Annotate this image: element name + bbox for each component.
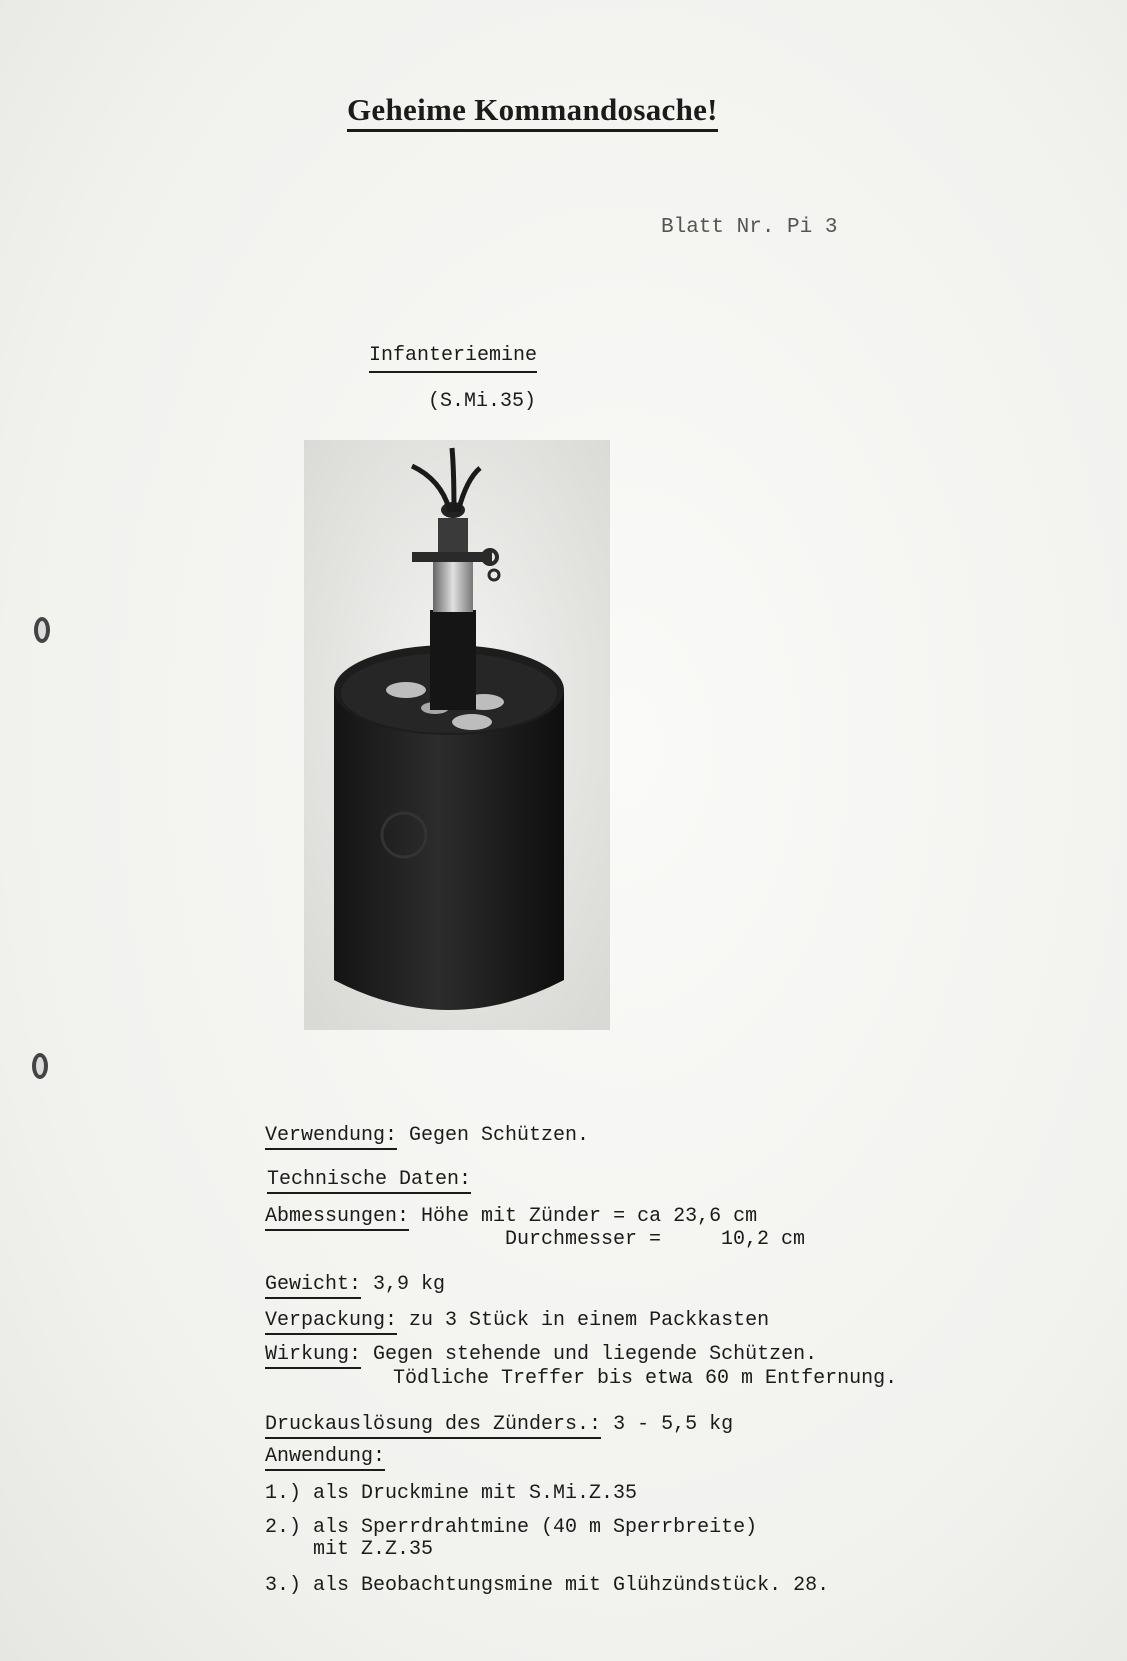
weight-value: 3,9 kg bbox=[361, 1273, 446, 1296]
application-item-2: 2.) als Sperrdrahtmine (40 m Sperrbreite) bbox=[265, 1516, 758, 1539]
packing-label: Verpackung: bbox=[265, 1309, 397, 1335]
dimensions-row bbox=[265, 1205, 757, 1229]
dimensions-height: Höhe mit Zünder = ca 23,6 cm bbox=[409, 1205, 758, 1228]
tech-data-heading bbox=[267, 1168, 471, 1192]
effect-row bbox=[265, 1343, 817, 1367]
mine-photo bbox=[304, 440, 610, 1030]
application-item-3: 3.) als Beobachtungsmine mit Glühzündstück. 28. bbox=[265, 1574, 830, 1597]
effect-label: Wirkung: bbox=[265, 1343, 361, 1369]
application-item-1: 1.) als Druckmine mit S.Mi.Z.35 bbox=[265, 1482, 638, 1505]
effect-value-2: Tödliche Treffer bis etwa 60 m Entfernung. bbox=[393, 1367, 898, 1390]
weight-row bbox=[265, 1273, 445, 1297]
trigger-value: 3 - 5,5 kg bbox=[601, 1413, 734, 1436]
effect-value-1: Gegen stehende und liegende Schützen. bbox=[361, 1343, 818, 1366]
use-label: Verwendung: bbox=[265, 1124, 397, 1150]
packing-row bbox=[265, 1309, 769, 1333]
application-item-2-cont: mit Z.Z.35 bbox=[265, 1538, 434, 1561]
dimensions-diameter: Durchmesser = 10,2 cm bbox=[505, 1228, 806, 1251]
sheet-number: Blatt Nr. Pi 3 bbox=[661, 216, 838, 239]
binder-hole-icon bbox=[32, 1053, 48, 1079]
weight-label: Gewicht: bbox=[265, 1273, 361, 1299]
application-label: Anwendung: bbox=[265, 1445, 385, 1471]
binder-hole-icon bbox=[34, 617, 50, 643]
trigger-row bbox=[265, 1413, 733, 1437]
item-code: (S.Mi.35) bbox=[428, 390, 537, 413]
tech-data-label: Technische Daten: bbox=[267, 1168, 471, 1194]
dimensions-label: Abmessungen: bbox=[265, 1205, 409, 1231]
trigger-label: Druckauslösung des Zünders.: bbox=[265, 1413, 601, 1439]
use-value: Gegen Schützen. bbox=[397, 1124, 590, 1147]
packing-value: zu 3 Stück in einem Packkasten bbox=[397, 1309, 770, 1332]
application-heading bbox=[265, 1445, 385, 1469]
classification-heading: Geheime Kommandosache! bbox=[347, 92, 718, 132]
item-title: Infanteriemine bbox=[369, 344, 537, 373]
use-row bbox=[265, 1124, 589, 1148]
